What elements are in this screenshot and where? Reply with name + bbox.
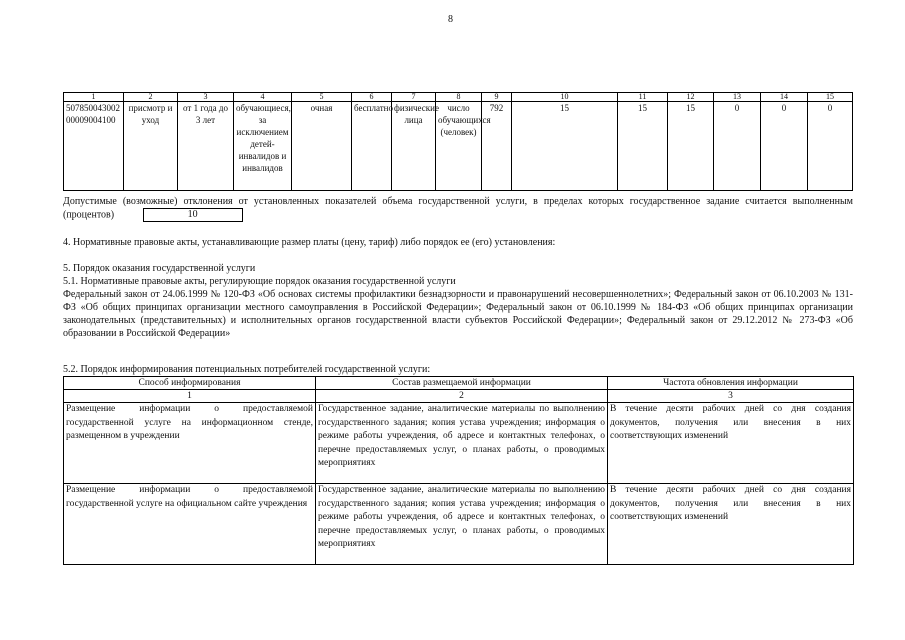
value-cell: 0 [761,102,808,191]
method-cell: Размещение информации о предоставляемой государственной услуге на информационном стенде, размещенном в учреждении [64,403,316,484]
col-number: 7 [392,93,436,102]
col-number: 5 [292,93,352,102]
table-row [64,484,854,565]
frequency-cell: В течение десяти рабочих дней со дня создания документов, получения или внесения в них соответствующих изменений [608,484,854,565]
col-number: 1 [64,93,124,102]
content-cell: Государственное задание, аналитические материалы по выполнению государственного задания; копия устава учреждения; информация о режиме работы учреждения, об адресе и контактных телефонах, о перечне предоставляемых услуг, о планах работы, о проводимых мероприятиях [316,403,608,484]
volume-table [63,92,853,191]
payment-cell: бесплатно [352,102,392,191]
table-row [64,102,853,191]
deviation-paragraph [63,195,853,222]
section-5-2-heading: 5.2. Порядок информирования потенциальных потребителей государственной услуги: [63,364,431,375]
frequency-cell: В течение десяти рабочих дней со дня создания документов, получения или внесения в них соответствующих изменений [608,403,854,484]
section-5-1-heading: 5.1. Нормативные правовые акты, регулирующие порядок оказания государственной услуги [63,276,456,287]
content-cell: Государственное задание, аналитические материалы по выполнению государственного задания; копия устава учреждения; информация о режиме работы учреждения, об адресе и контактных телефонах, о перечне предоставляемых услуг, о планах работы, о проводимых мероприятиях [316,484,608,565]
section-5-heading: 5. Порядок оказания государственной услуги [63,263,256,274]
indicator-cell: число обучающихся (человек) [436,102,482,191]
page-number: 8 [448,14,453,25]
header-cell: Частота обновления информации [608,377,854,390]
deviation-value-box: 10 [143,208,243,222]
method-cell: Размещение информации о предоставляемой государственной услуге на официальном сайте учреждения [64,484,316,565]
col-number: 2 [316,390,608,403]
registry-number-cell: 507850043002 00009004100 [64,102,124,191]
deviation-text: Допустимые (возможные) отклонения от установленных показателей объема государственной услуги, в пределах которых государственное задание считается выполненным (процентов) [63,196,853,221]
header-cell: Состав размещаемой информации [316,377,608,390]
value-cell: 0 [714,102,761,191]
form-cell: очная [292,102,352,191]
category-cell: обучающиеся, за исключением детей-инвалидов и инвалидов [234,102,292,191]
col-number: 3 [178,93,234,102]
unit-code-cell: 792 [482,102,512,191]
consumer-cell: физические лица [392,102,436,191]
info-table [63,376,854,565]
service-content-cell: присмотр и уход [124,102,178,191]
col-number: 10 [512,93,618,102]
col-number: 3 [608,390,854,403]
age-cell: от 1 года до 3 лет [178,102,234,191]
col-number: 2 [124,93,178,102]
col-number: 12 [668,93,714,102]
value-cell: 15 [668,102,714,191]
column-number-row [64,390,854,403]
laws-paragraph: Федеральный закон от 24.06.1999 № 120-ФЗ «Об основах системы профилактики безнадзорности и правонарушений несовершеннолетних»; Федеральный закон от 06.10.2003 № 131-ФЗ «Об общих принципах организации местного самоуправления в Российской Федерации»; Федеральный закон от 06.10.1999 № 184-ФЗ «Об общих принципах организации законодательных (представительных) и исполнительных органов государственной власти субъектов Российской Федерации»; Федеральный закон от 29.12.2012 № 273-ФЗ «Об образовании в Российской Федерации» [63,289,853,339]
col-number: 1 [64,390,316,403]
col-number: 13 [714,93,761,102]
section-4-heading: 4. Нормативные правовые акты, устанавливающие размер платы (цену, тариф) либо порядок ее (его) установления: [63,237,556,248]
col-number: 8 [436,93,482,102]
value-cell: 15 [618,102,668,191]
col-number: 9 [482,93,512,102]
col-number: 4 [234,93,292,102]
col-number: 6 [352,93,392,102]
value-cell: 15 [512,102,618,191]
table-row [64,403,854,484]
header-row [64,377,854,390]
col-number: 14 [761,93,808,102]
col-number: 11 [618,93,668,102]
value-cell: 0 [808,102,853,191]
header-cell: Способ информирования [64,377,316,390]
column-number-row [64,93,853,102]
col-number: 15 [808,93,853,102]
